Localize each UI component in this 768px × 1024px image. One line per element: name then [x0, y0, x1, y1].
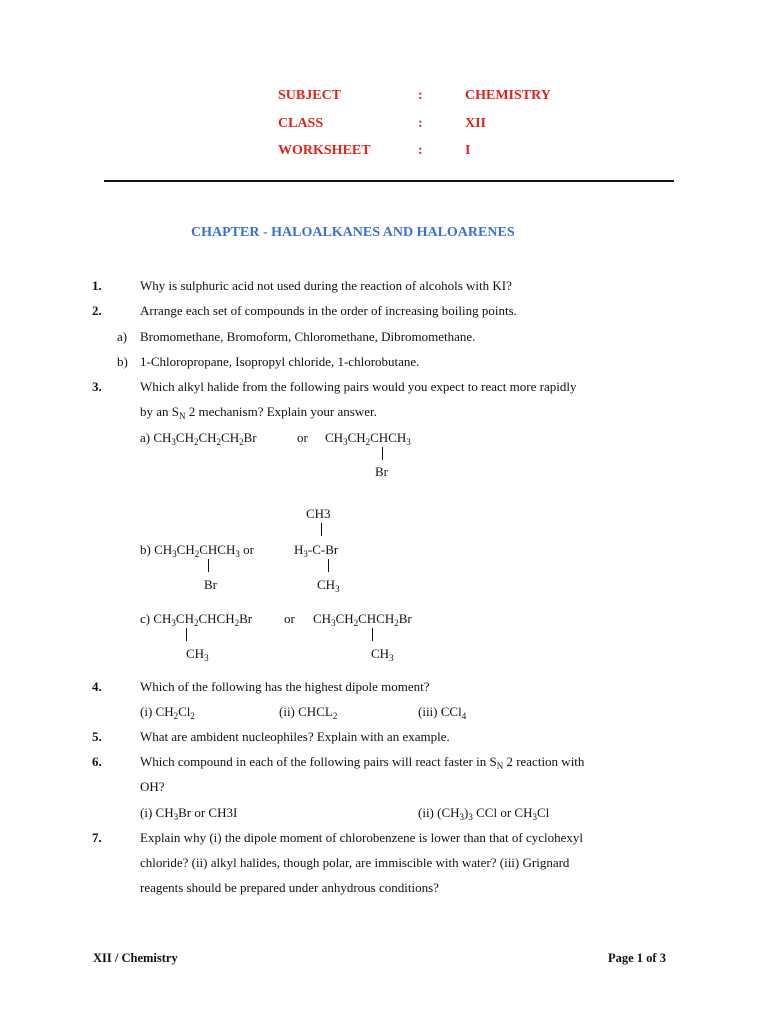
question-text-line2: OH?	[140, 779, 165, 794]
option-2: (ii) $CHCL_2$	[279, 704, 338, 721]
substituent-ch3: $CH_3$	[371, 646, 394, 663]
formula-3a-left: a) $CH_3CH_2CH_2CH_2Br$	[140, 430, 257, 447]
formula-3c-left: c) $CH_3CH_2CHCH_2Br$	[140, 611, 253, 628]
or-text: or	[284, 611, 295, 626]
subpart-label: a)	[117, 329, 128, 344]
substituent-ch3: $CH_3$	[317, 577, 340, 594]
question-text: Which of the following has the highest dipole moment?	[140, 679, 430, 694]
question-number: 4.	[92, 679, 102, 694]
formula-3c-right: $CH_3CH_2CHCH_2Br$	[313, 611, 412, 628]
or-text: or	[297, 430, 308, 445]
question-text: Which compound in each of the following pairs will react faster in $S_N$ 2 reaction with	[140, 754, 585, 771]
class-label: CLASS	[278, 116, 324, 131]
bond-line	[321, 523, 322, 536]
question-text-line2: chloride? (ii) alkyl halides, though polar, are immiscible with water? (iii) Grignard	[140, 855, 570, 870]
option-1: (i) $CH_2Cl_2$	[140, 704, 195, 721]
bond-line	[208, 559, 209, 572]
substituent-br: Br	[204, 577, 217, 592]
worksheet-value: I	[465, 143, 471, 158]
subject-colon: :	[418, 88, 423, 103]
question-number: 6.	[92, 754, 102, 769]
formula-3b-right: $H_3-C-Br$	[294, 542, 339, 559]
formula-3a-right: $CH_3CH_2CHCH_3$	[325, 430, 411, 447]
chapter-title: CHAPTER - HALOALKANES AND HALOARENES	[191, 225, 515, 240]
subpart-label: b)	[117, 354, 128, 369]
formula-3b-left: b) $CH_3CH_2CHCH_3$ or	[140, 542, 254, 559]
question-number: 1.	[92, 278, 102, 293]
question-number: 5.	[92, 729, 102, 744]
worksheet-label: WORKSHEET	[278, 143, 371, 158]
footer-page-number: Page 1 of 3	[608, 951, 666, 965]
bond-line	[328, 559, 329, 572]
subject-label: SUBJECT	[278, 88, 342, 103]
question-text: Arrange each set of compounds in the order of increasing boiling points.	[140, 303, 517, 318]
bond-line	[372, 628, 373, 641]
header-divider	[104, 180, 674, 182]
question-text: Why is sulphuric acid not used during the reaction of alcohols with KI?	[140, 278, 512, 293]
bond-line	[186, 628, 187, 641]
question-text: What are ambident nucleophiles? Explain with an example.	[140, 729, 450, 744]
option-1: (i) $CH_3Br$ or CH3I	[140, 805, 238, 822]
bond-line	[382, 447, 383, 460]
subject-value: CHEMISTRY	[465, 88, 551, 103]
question-text-line3: reagents should be prepared under anhydrous conditions?	[140, 880, 439, 895]
class-value: XII	[465, 116, 487, 131]
class-colon: :	[418, 116, 423, 131]
substituent-ch3: $CH_3$	[186, 646, 209, 663]
question-text: Which alkyl halide from the following pairs would you expect to react more rapidly	[140, 379, 577, 394]
question-number: 3.	[92, 379, 102, 394]
substituent-ch3: CH3	[306, 506, 331, 521]
question-text: Explain why (i) the dipole moment of chlorobenzene is lower than that of cyclohexyl	[140, 830, 583, 845]
option-3: (iii) CCl$_4$	[418, 704, 467, 721]
option-2: (ii) $(CH_3)_3$ CCl or $CH_3Cl$	[418, 805, 550, 822]
subpart-text: 1-Chloropropane, Isopropyl chloride, 1-chlorobutane.	[140, 354, 420, 369]
footer-left: XII / Chemistry	[93, 951, 178, 965]
worksheet-colon: :	[418, 143, 423, 158]
question-number: 7.	[92, 830, 102, 845]
question-text-line2: by an $S_N$ 2 mechanism? Explain your answer.	[140, 404, 377, 421]
substituent-br: Br	[375, 464, 388, 479]
question-number: 2.	[92, 303, 102, 318]
subpart-text: Bromomethane, Bromoform, Chloromethane, Dibromomethane.	[140, 329, 476, 344]
